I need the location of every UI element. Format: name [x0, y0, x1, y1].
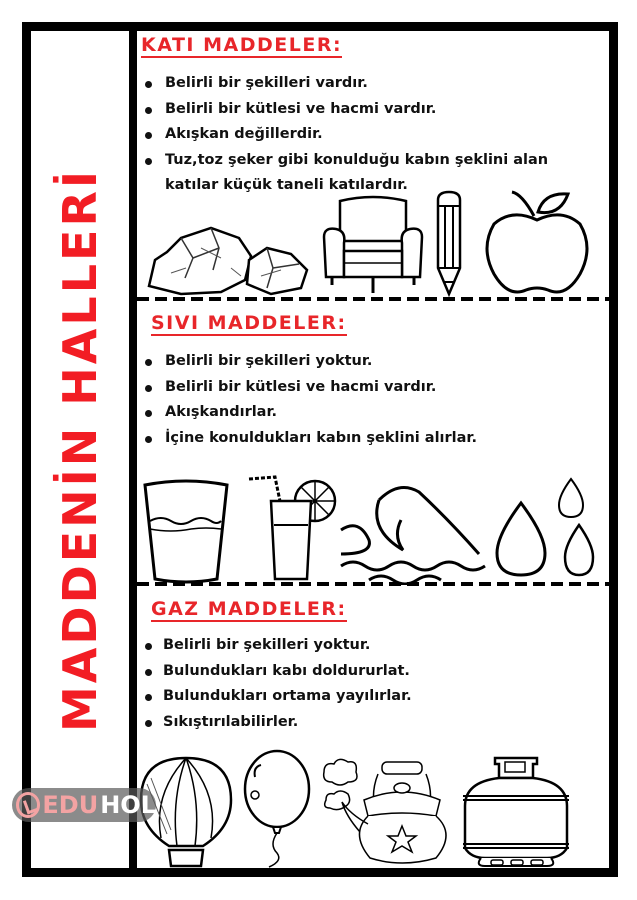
solid-section — [137, 31, 609, 300]
list-item: Tuz,toz şeker gibi konulduğu kabın şeklini alan katılar küçük taneli katılardır. — [143, 148, 603, 199]
list-item: Belirli bir şekilleri yoktur. — [143, 633, 412, 659]
gas-section — [137, 586, 609, 869]
steaming-kettle-icon — [320, 754, 455, 869]
balloon-icon — [239, 749, 314, 869]
list-item: Akışkandırlar. — [143, 400, 477, 426]
solid-heading: KATI MADDELER: — [141, 34, 343, 56]
list-item: Akışkan değillerdir. — [143, 122, 603, 148]
eduhol-watermark — [12, 788, 156, 822]
list-item: Belirli bir şekilleri vardır. — [143, 71, 603, 97]
water-drops-icon — [491, 475, 601, 585]
list-item: Bulundukları kabı doldururlat. — [143, 659, 412, 685]
watermark-edu-text: EDU — [42, 791, 99, 819]
solid-images — [137, 191, 609, 298]
apple-icon — [482, 188, 592, 298]
water-glass-icon — [141, 477, 231, 585]
title-column — [31, 31, 137, 868]
list-item: Belirli bir kütlesi ve hacmi vardır. — [143, 97, 603, 123]
list-item: İçine konuldukları kabın şeklini alırlar. — [143, 426, 477, 452]
gas-heading: GAZ MADDELER: — [151, 598, 347, 620]
watermark-hol-text: HOL — [100, 791, 156, 819]
liquid-images — [137, 480, 609, 585]
liquid-heading: SIVI MADDELER: — [151, 312, 347, 334]
rocks-icon — [141, 218, 316, 298]
eduhol-logo-icon — [16, 792, 40, 818]
list-item: Bulundukları ortama yayılırlar. — [143, 684, 412, 710]
list-item: Belirli bir kütlesi ve hacmi vardır. — [143, 375, 477, 401]
wave-icon — [339, 480, 489, 585]
list-item: Sıkıştırılabilirler. — [143, 710, 412, 736]
liquid-bullet-list — [143, 349, 477, 451]
page-title: MADDENİN HALLERİ — [53, 167, 107, 732]
lemonade-icon — [247, 475, 337, 585]
armchair-icon — [318, 193, 428, 298]
gas-bullet-list — [143, 633, 412, 735]
solid-bullet-list — [143, 71, 603, 199]
liquid-section — [137, 300, 609, 586]
gas-cylinder-icon — [461, 754, 571, 869]
gas-images — [137, 752, 609, 869]
pencil-icon — [432, 188, 466, 298]
list-item: Belirli bir şekilleri yoktur. — [143, 349, 477, 375]
content-column — [137, 31, 609, 868]
worksheet-frame — [22, 22, 618, 877]
